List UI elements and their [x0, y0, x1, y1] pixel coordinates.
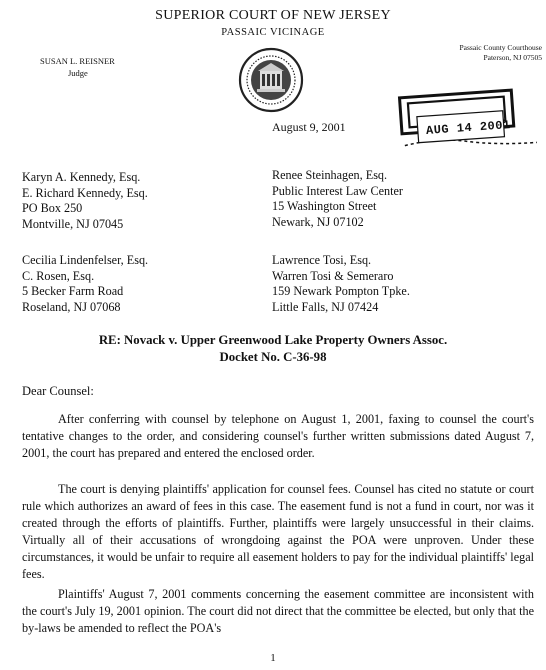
- address-line: Lawrence Tosi, Esq.: [272, 253, 372, 267]
- court-seal-icon: [238, 47, 304, 113]
- address-line: PO Box 250: [22, 201, 83, 215]
- addressee-block-right-top: [272, 168, 403, 230]
- court-location: [412, 43, 542, 63]
- addressee-block-left-bottom: [22, 253, 148, 315]
- location-line-1: Passaic County Courthouse: [459, 43, 542, 52]
- salutation: Dear Counsel:: [22, 384, 94, 398]
- address-line: 5 Becker Farm Road: [22, 284, 124, 298]
- paragraph-text: The court is denying plaintiffs' application for counsel fees. Counsel has cited no statute or court rule which authorizes an award of fees in this case. The easement fund is not a fund in court, nor was it created through the efforts of plaintiffs. Further, plaintiffs were largely unsuccessful in their claims. Virtually all of their accusations of wrongdoing against the POA were unproven. Under these circumstances, it would be unfair to require all easement holders to pay for the individual plaintiffs' legal fees.: [22, 482, 534, 581]
- docket-number: Docket No. C-36-98: [219, 350, 327, 364]
- judge-name: SUSAN L. REISNER: [40, 56, 115, 66]
- addressee-block-left-top: [22, 170, 148, 232]
- received-stamp: [396, 85, 546, 177]
- address-line: 15 Washington Street: [272, 199, 377, 213]
- judge-title: Judge: [68, 68, 88, 78]
- address-line: Little Falls, NJ 07424: [272, 299, 379, 314]
- body-paragraph-2: [22, 481, 534, 583]
- body-paragraph-3: [22, 586, 534, 637]
- address-line: Public Interest Law Center: [272, 183, 403, 198]
- body-paragraph-1: [22, 411, 534, 462]
- re-caption: RE: Novack v. Upper Greenwood Lake Property Owners Assoc.: [98, 333, 448, 347]
- judge-block: [40, 55, 115, 79]
- vicinage: PASSAIC VICINAGE: [221, 27, 325, 38]
- letter-date: August 9, 2001: [272, 120, 346, 134]
- address-line: Newark, NJ 07102: [272, 214, 364, 229]
- court-name: SUPERIOR COURT OF NEW JERSEY: [155, 8, 391, 23]
- address-line: Karyn A. Kennedy, Esq.: [22, 170, 141, 184]
- addressee-block-right-bottom: [272, 253, 410, 315]
- address-line: Renee Steinhagen, Esq.: [272, 168, 388, 182]
- address-line: Montville, NJ 07045: [22, 216, 124, 231]
- paragraph-text: Plaintiffs' August 7, 2001 comments concerning the easement committee are inconsistent with the court's July 19, 2001 opinion. The court did not direct that the committee be elected, but only that the by-laws be amended to reflect the POA's: [22, 587, 534, 635]
- address-line: Cecilia Lindenfelser, Esq.: [22, 253, 149, 267]
- stamp-date: AUG 14 2001: [425, 118, 512, 138]
- address-line: E. Richard Kennedy, Esq.: [22, 185, 148, 200]
- location-line-2: Paterson, NJ 07505: [483, 53, 542, 62]
- address-line: Roseland, NJ 07068: [22, 299, 121, 314]
- paragraph-text: After conferring with counsel by telephone on August 1, 2001, faxing to counsel the court's tentative changes to the order, and considering counsel's further written submissions dated August 7, 2001, the court has prepared and entered the enclosed order.: [22, 412, 534, 460]
- page-number: 1: [270, 652, 276, 664]
- address-line: C. Rosen, Esq.: [22, 268, 95, 283]
- address-line: Warren Tosi & Semeraro: [272, 268, 394, 283]
- address-line: 159 Newark Pompton Tpke.: [272, 284, 410, 298]
- re-line: [0, 332, 546, 366]
